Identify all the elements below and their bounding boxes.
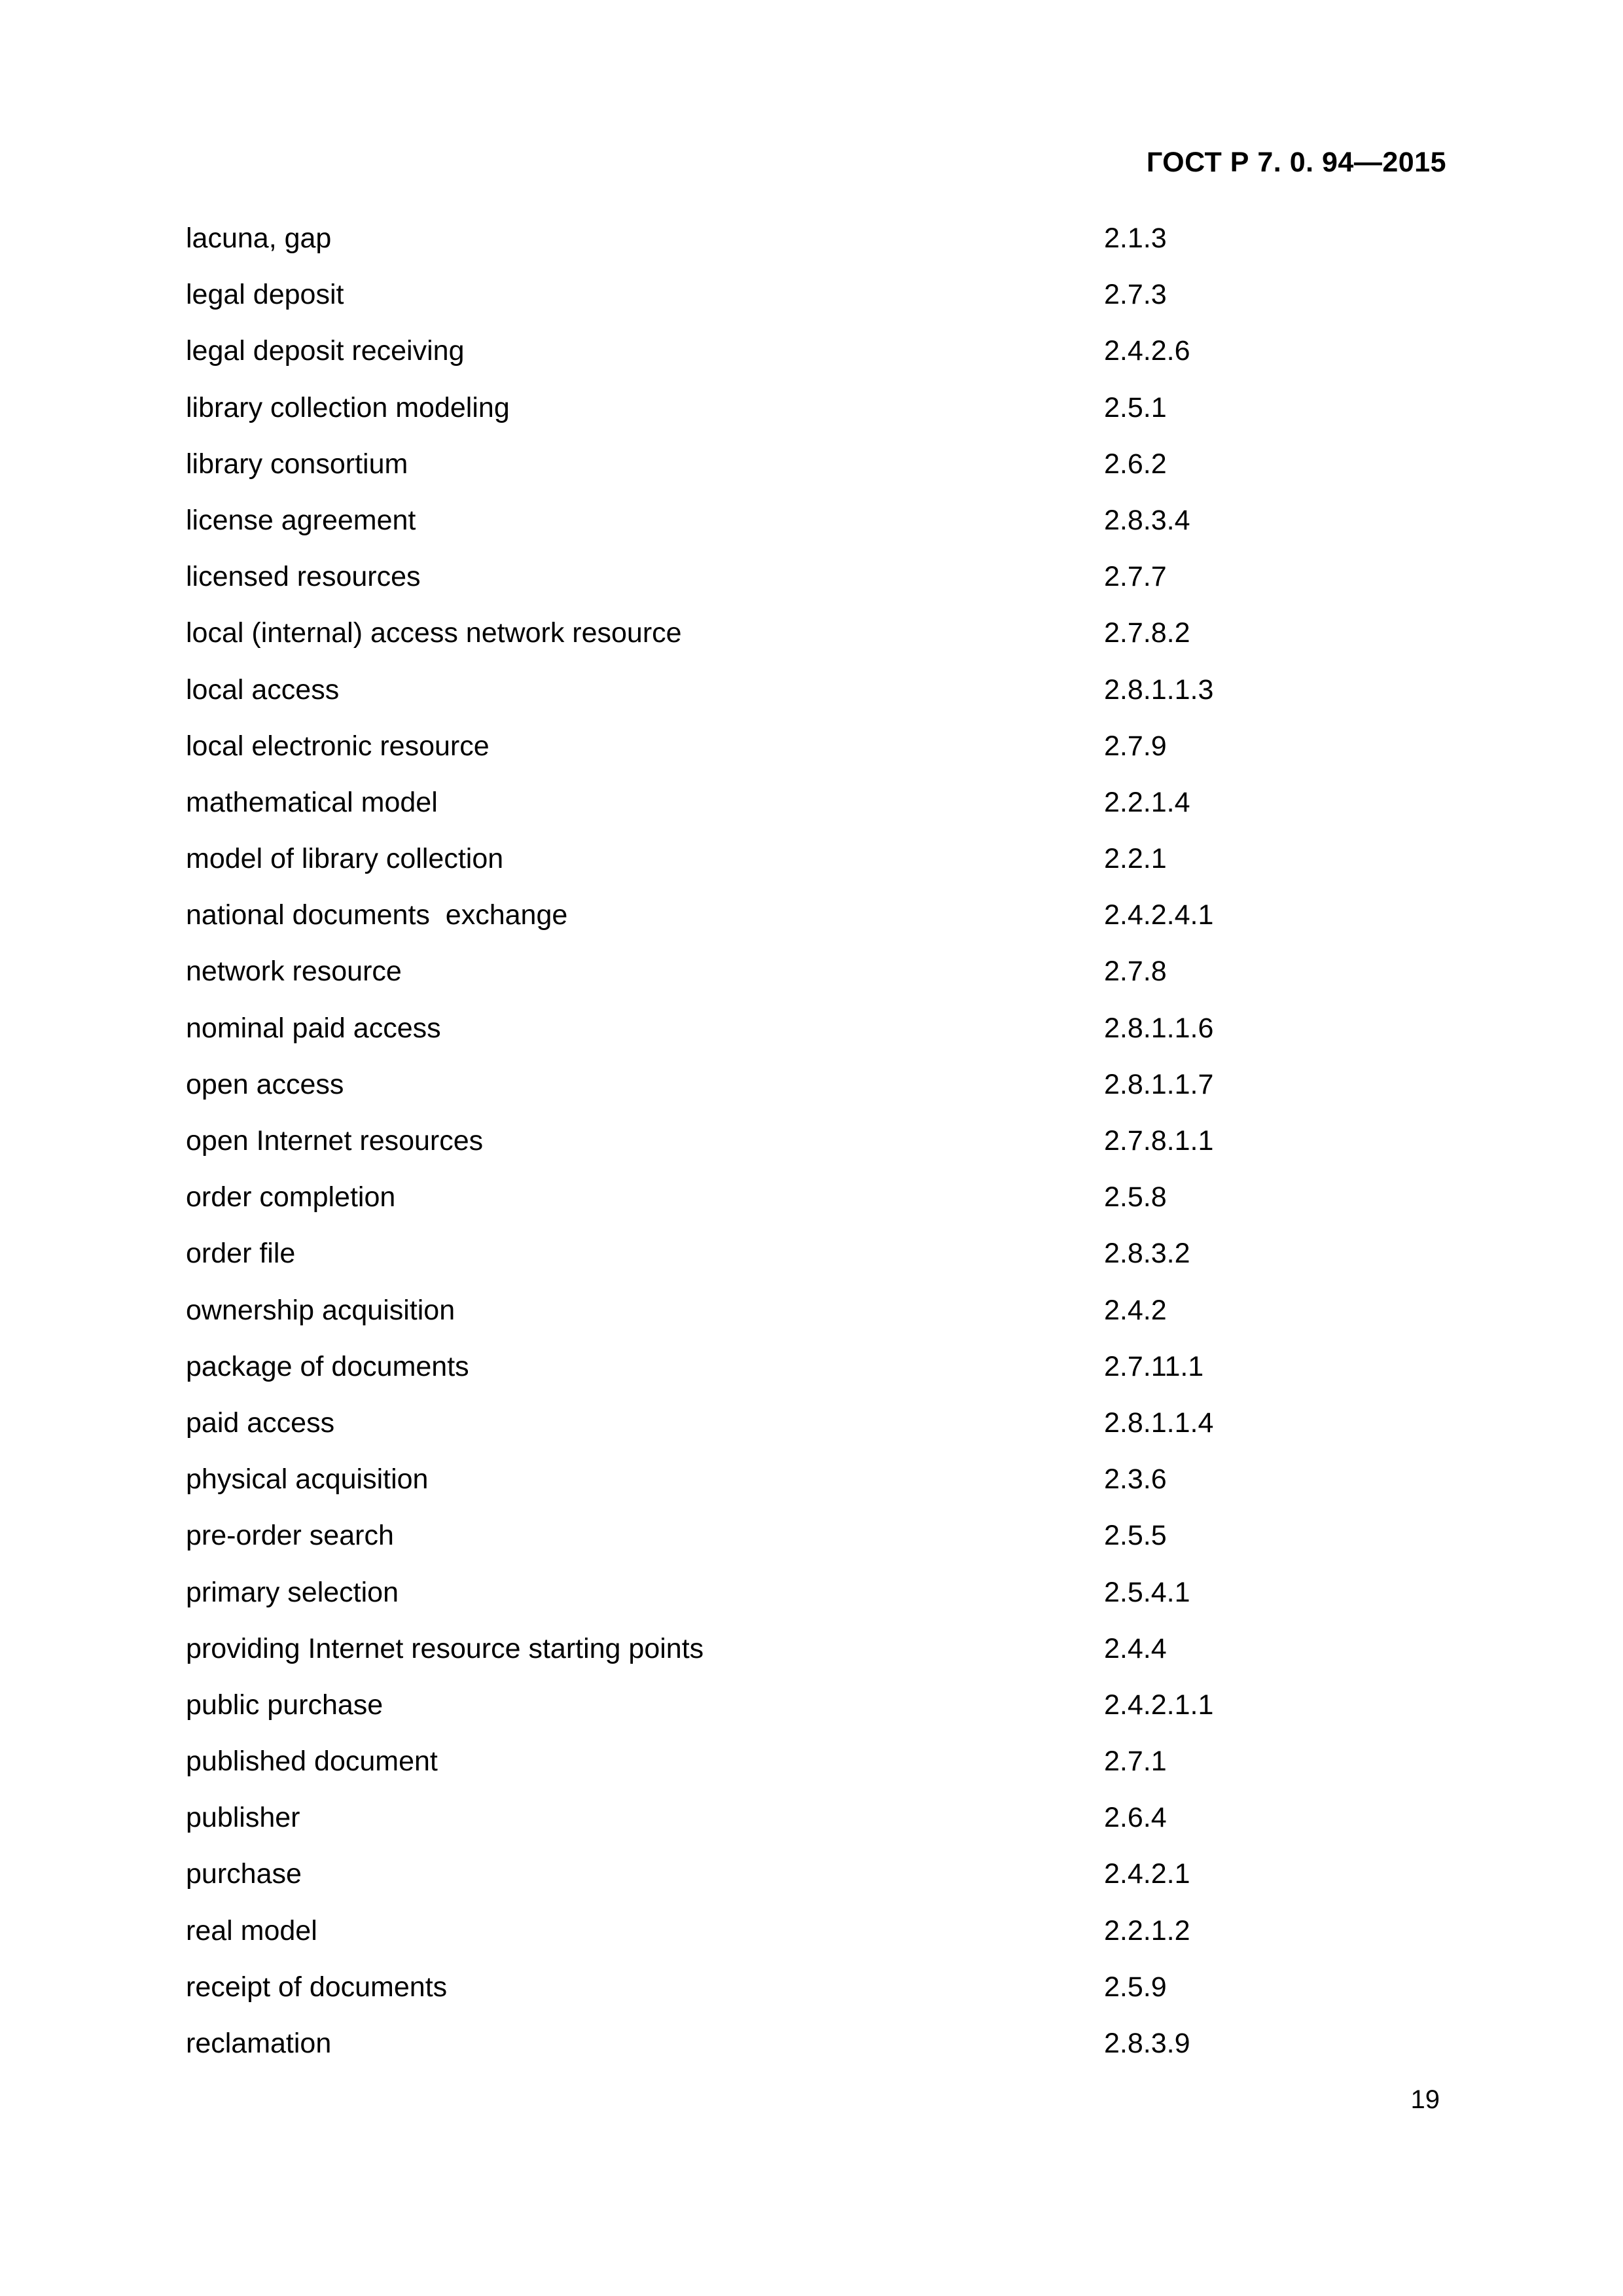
index-term: local access — [186, 673, 340, 706]
page-number: 19 — [1410, 2085, 1440, 2114]
index-term: library consortium — [186, 448, 408, 480]
index-row — [186, 561, 1442, 617]
index-reference: 2.8.3.4 — [1104, 504, 1190, 536]
index-row — [186, 1069, 1442, 1125]
index-row — [186, 505, 1442, 561]
index-term: local electronic resource — [186, 730, 490, 762]
index-reference: 2.1.3 — [1104, 223, 1167, 254]
index-term: legal deposit — [186, 279, 344, 311]
index-term: reclamation — [186, 2028, 332, 2059]
index-row — [186, 843, 1442, 899]
index-reference: 2.7.8.1.1 — [1104, 1125, 1214, 1157]
index-row — [186, 1633, 1442, 1689]
index-term: licensed resources — [186, 561, 421, 593]
index-reference: 2.8.3.2 — [1104, 1238, 1190, 1270]
index-row — [186, 1181, 1442, 1238]
index-reference: 2.5.4.1 — [1104, 1576, 1190, 1608]
index-row — [186, 335, 1442, 391]
index-reference: 2.8.1.1.6 — [1104, 1012, 1214, 1044]
index-term: open Internet resources — [186, 1125, 484, 1157]
index-row — [186, 787, 1442, 843]
index-reference: 2.7.9 — [1104, 730, 1167, 762]
index-row — [186, 1351, 1442, 1407]
index-reference: 2.7.3 — [1104, 279, 1167, 311]
index-row — [186, 1407, 1442, 1463]
index-reference: 2.2.1.2 — [1104, 1914, 1190, 1946]
index-reference: 2.7.1 — [1104, 1746, 1167, 1778]
index-row — [186, 1915, 1442, 1971]
index-reference: 2.7.11.1 — [1104, 1350, 1204, 1382]
index-row — [186, 1463, 1442, 1520]
index-row — [186, 617, 1442, 673]
index-row — [186, 1971, 1442, 2028]
index-reference: 2.7.8.2 — [1104, 617, 1190, 649]
index-row — [186, 1520, 1442, 1576]
index-term: real model — [186, 1914, 317, 1946]
index-row — [186, 2028, 1442, 2084]
index-term: order completion — [186, 1181, 396, 1213]
index-term: ownership acquisition — [186, 1294, 455, 1326]
index-term: network resource — [186, 956, 402, 988]
index-reference: 2.4.2.6 — [1104, 335, 1190, 367]
index-reference: 2.4.2.1 — [1104, 1858, 1190, 1890]
index-reference: 2.8.1.1.7 — [1104, 1068, 1214, 1100]
index-term: pre-order search — [186, 1520, 394, 1552]
index-term: local (internal) access network resource — [186, 617, 682, 649]
index-row — [186, 1295, 1442, 1351]
index-row — [186, 674, 1442, 730]
term-index-list — [186, 223, 1442, 2084]
index-reference: 2.6.4 — [1104, 1802, 1167, 1834]
index-reference: 2.8.1.1.3 — [1104, 673, 1214, 706]
index-reference: 2.5.1 — [1104, 391, 1167, 423]
index-reference: 2.4.2.1.1 — [1104, 1689, 1214, 1721]
index-reference: 2.3.6 — [1104, 1463, 1167, 1496]
page-header: ГОСТ Р 7. 0. 94—2015 — [1146, 147, 1446, 178]
index-row — [186, 392, 1442, 448]
index-term: physical acquisition — [186, 1463, 429, 1496]
index-term: package of documents — [186, 1350, 469, 1382]
index-reference: 2.5.8 — [1104, 1181, 1167, 1213]
index-term: legal deposit receiving — [186, 335, 465, 367]
index-term: nominal paid access — [186, 1012, 441, 1044]
index-term: public purchase — [186, 1689, 383, 1721]
index-row — [186, 1238, 1442, 1294]
index-reference: 2.8.1.1.4 — [1104, 1407, 1214, 1439]
index-row — [186, 1577, 1442, 1633]
index-term: published document — [186, 1746, 438, 1778]
index-term: open access — [186, 1068, 344, 1100]
index-reference: 2.6.2 — [1104, 448, 1167, 480]
index-reference: 2.4.2.4.1 — [1104, 899, 1214, 931]
index-row — [186, 279, 1442, 335]
index-row — [186, 1858, 1442, 1914]
index-row — [186, 1746, 1442, 1802]
index-term: mathematical model — [186, 786, 438, 818]
index-row — [186, 1125, 1442, 1181]
index-term: receipt of documents — [186, 1971, 448, 2003]
index-reference: 2.5.5 — [1104, 1520, 1167, 1552]
index-reference: 2.7.7 — [1104, 561, 1167, 593]
index-reference: 2.4.2 — [1104, 1294, 1167, 1326]
index-row — [186, 1802, 1442, 1858]
index-row — [186, 1689, 1442, 1746]
index-term: providing Internet resource starting points — [186, 1632, 704, 1664]
index-reference: 2.2.1.4 — [1104, 786, 1190, 818]
index-term: model of library collection — [186, 843, 504, 875]
index-reference: 2.8.3.9 — [1104, 2028, 1190, 2059]
index-term: library collection modeling — [186, 391, 510, 423]
index-term: order file — [186, 1238, 296, 1270]
index-row — [186, 223, 1442, 279]
index-row — [186, 899, 1442, 956]
index-row — [186, 1013, 1442, 1069]
index-reference: 2.7.8 — [1104, 956, 1167, 988]
index-term: national documents exchange — [186, 899, 568, 931]
index-row — [186, 956, 1442, 1012]
index-term: purchase — [186, 1858, 302, 1890]
index-reference: 2.2.1 — [1104, 843, 1167, 875]
index-term: paid access — [186, 1407, 335, 1439]
index-reference: 2.5.9 — [1104, 1971, 1167, 2003]
index-term: license agreement — [186, 504, 416, 536]
index-term: publisher — [186, 1802, 300, 1834]
index-row — [186, 730, 1442, 787]
index-row — [186, 448, 1442, 505]
index-term: lacuna, gap — [186, 223, 332, 254]
index-term: primary selection — [186, 1576, 399, 1608]
index-reference: 2.4.4 — [1104, 1632, 1167, 1664]
